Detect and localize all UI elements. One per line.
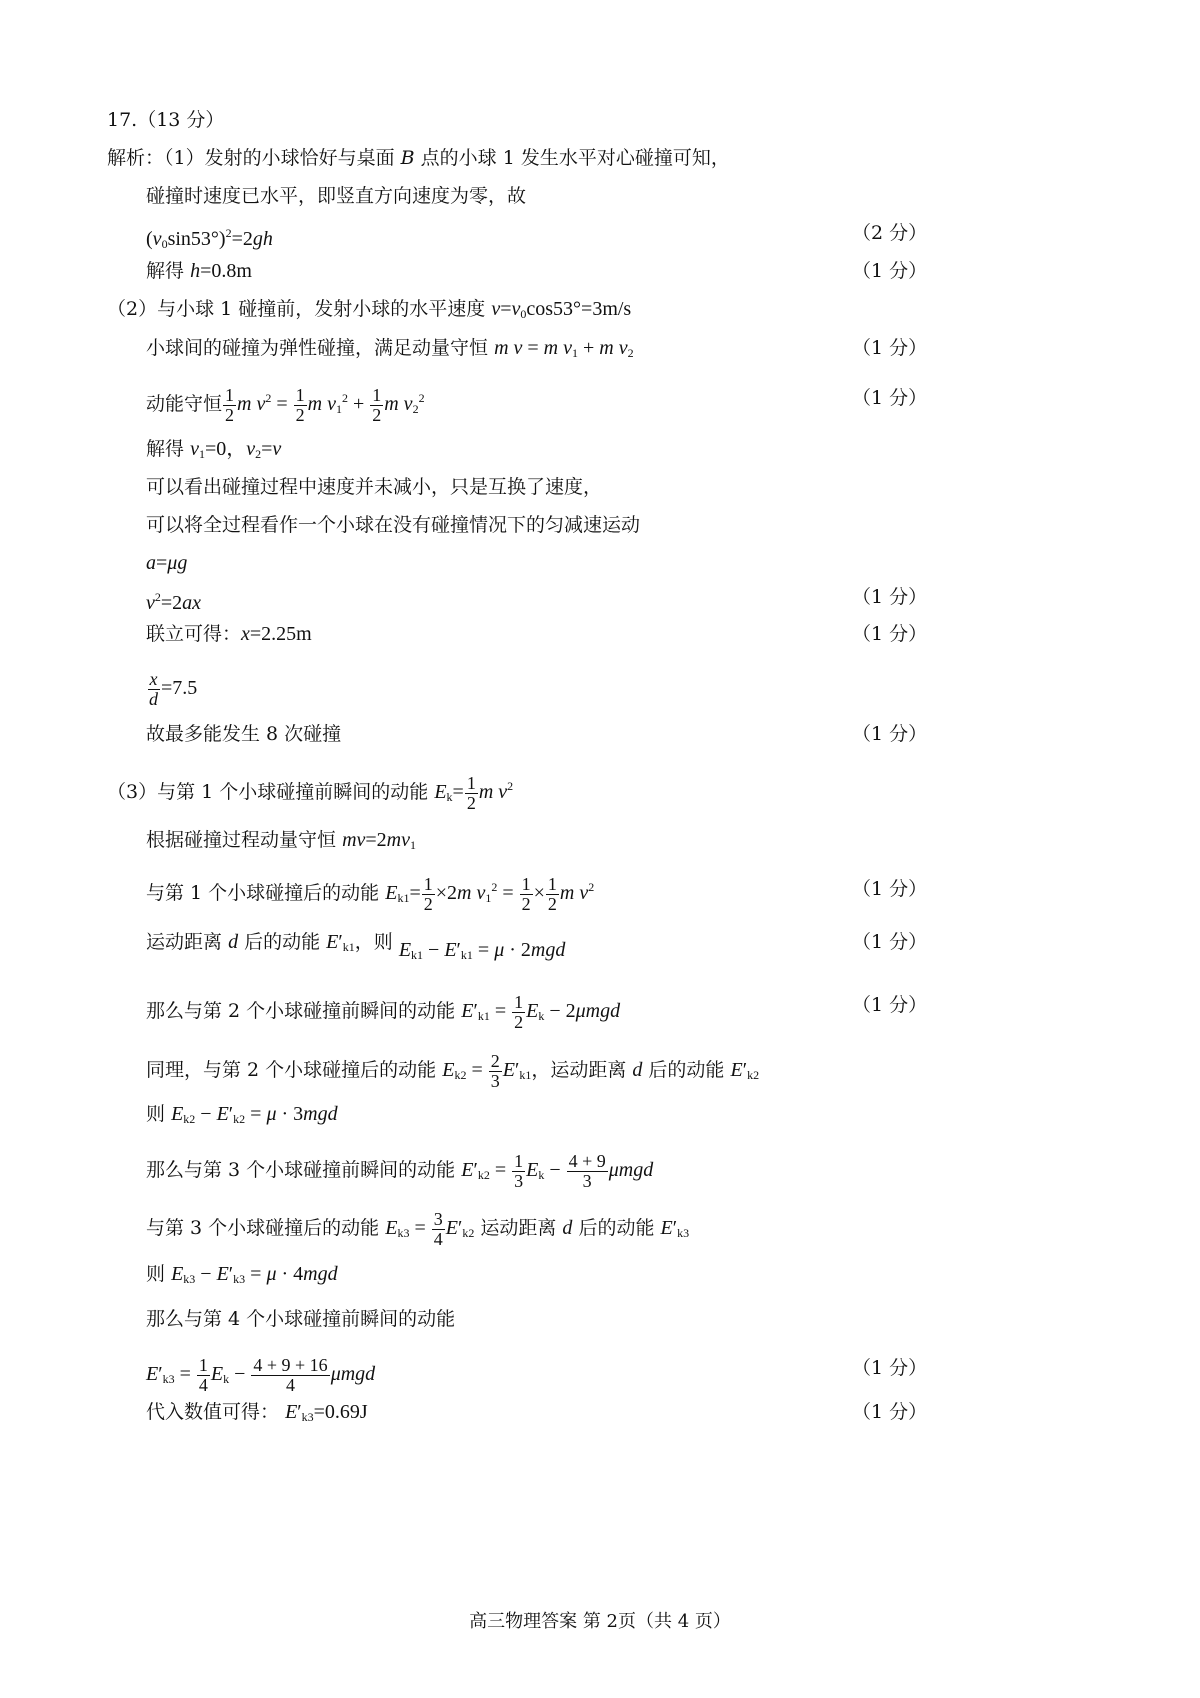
score-mark: （1 分） — [852, 1357, 928, 1379]
score-mark: （2 分） — [852, 222, 928, 244]
score-mark: （1 分） — [852, 1401, 928, 1423]
before-collision-3-line: 那么与第 3 个小球碰撞前瞬间的动能 $E'_{k2}$ = $\frac{1}{3}$ $E_k$ − $\frac{4 + 9}{3}$ μmgd — [146, 1151, 654, 1191]
score-mark: （1 分） — [852, 387, 928, 409]
page-footer: 高三物理答案 第 2页（共 4 页） — [469, 1611, 731, 1632]
part1-intro: 解析：（1）发射的小球恰好与桌面 B 点的小球 1 发生水平对心碰撞可知， — [107, 147, 730, 169]
score-mark: （1 分） — [852, 994, 928, 1016]
after-collision-1-line: 与第 1 个小球碰撞后的动能 $E_{k1}=$ $\frac{1}{2}$ ×2m $v_1^2$ = $\frac{1}{2}$ × $\frac{1}{2}$ m $v^2$ — [146, 874, 595, 914]
score-mark: （1 分） — [852, 260, 928, 282]
energy-diff-3-line: 则 $E_{k3} - E'_{k3} = \mu \cdot 4mgd$ — [146, 1263, 338, 1286]
combine-line: 联立可得：x=2.25m — [146, 623, 312, 645]
max-collide-line: 故最多能发生 8 次碰撞 — [146, 723, 342, 745]
score-mark: （1 分） — [852, 723, 928, 745]
energy-diff-2-line: 则 $E_{k2} - E'_{k2} = \mu \cdot 3mgd$ — [146, 1103, 338, 1126]
whole-process-line: 可以将全过程看作一个小球在没有碰撞情况下的匀减速运动 — [146, 514, 641, 536]
part3-intro: （3）与第 1 个小球碰撞前瞬间的动能 $E_k=$ $\frac{1}{2}$ m $v^2$ — [107, 773, 514, 813]
before-collision-4-line: 那么与第 4 个小球碰撞前瞬间的动能 — [146, 1308, 456, 1330]
equation-height: $(v_0\sin 53^\circ)^2=2gh$ — [146, 226, 273, 251]
equation-ek3: $E'_{k3}$ = $\frac{1}{4}$ $E_k$ − $\frac{4 + 9 + 16}{4}$ μmgd — [146, 1355, 376, 1395]
part2-intro: （2）与小球 1 碰撞前，发射小球的水平速度 $v=v_0\cos 53^\circ=3m/s$ — [107, 298, 632, 321]
score-mark: （1 分） — [852, 586, 928, 608]
score-mark: （1 分） — [852, 337, 928, 359]
after-collision-3-line: 与第 3 个小球碰撞后的动能 $E_{k3}$ = $\frac{3}{4}$ $E'_{k2}$ 运动距离 d 后的动能 $E'_{k3}$ — [146, 1209, 690, 1249]
before-collision-2-line: 那么与第 2 个小球碰撞前瞬间的动能 $E'_{k1}$ = $\frac{1}{2}$ $E_k - 2\mu mgd$ — [146, 992, 621, 1032]
solve-v-line: 解得 $v_1=0$，$v_2=v$ — [146, 438, 282, 461]
after-collision-2-line: 同理，与第 2 个小球碰撞后的动能 $E_{k2}$ = $\frac{2}{3}$ $E'_{k1}$，运动距离 d 后的动能 $E'_{k2}$ — [146, 1051, 760, 1091]
score-mark: （1 分） — [852, 878, 928, 900]
score-mark: （1 分） — [852, 623, 928, 645]
collide-horizontal-line: 碰撞时速度已水平，即竖直方向速度为零，故 — [146, 185, 527, 207]
score-mark: （1 分） — [852, 931, 928, 953]
momentum-conservation-line: 小球间的碰撞为弹性碰撞，满足动量守恒 m v = m $v_1 + m$ $v_2$ — [146, 337, 634, 360]
momentum-line: 根据碰撞过程动量守恒 $mv=2mv_1$ — [146, 829, 416, 852]
move-distance-1-line: 运动距离 d 后的动能 $E'_{k1}$，则 $E_{k1} - E'_{k1} = \mu \cdot 2mgd$ — [146, 931, 566, 962]
substitute-line: 代入数值可得： $E'_{k3}=0.69J$ — [146, 1401, 368, 1424]
question-title: 17.（13 分） — [107, 109, 225, 131]
observe-line: 可以看出碰撞过程中速度并未减小，只是互换了速度， — [146, 476, 603, 498]
ratio-line: $\frac{x}{d}$ =7.5 — [149, 669, 198, 709]
solve-h-line: 解得 h=0.8m — [146, 260, 252, 282]
energy-conservation-line: 动能守恒 $\frac{1}{2}$ m $v^2$ = $\frac{1}{2}$ m $v_1^2$ + $\frac{1}{2}$ m $v_2^2$ — [146, 385, 425, 425]
equation-a: a=μg — [146, 552, 188, 574]
equation-v2: $v^2=2ax$ — [146, 590, 202, 614]
